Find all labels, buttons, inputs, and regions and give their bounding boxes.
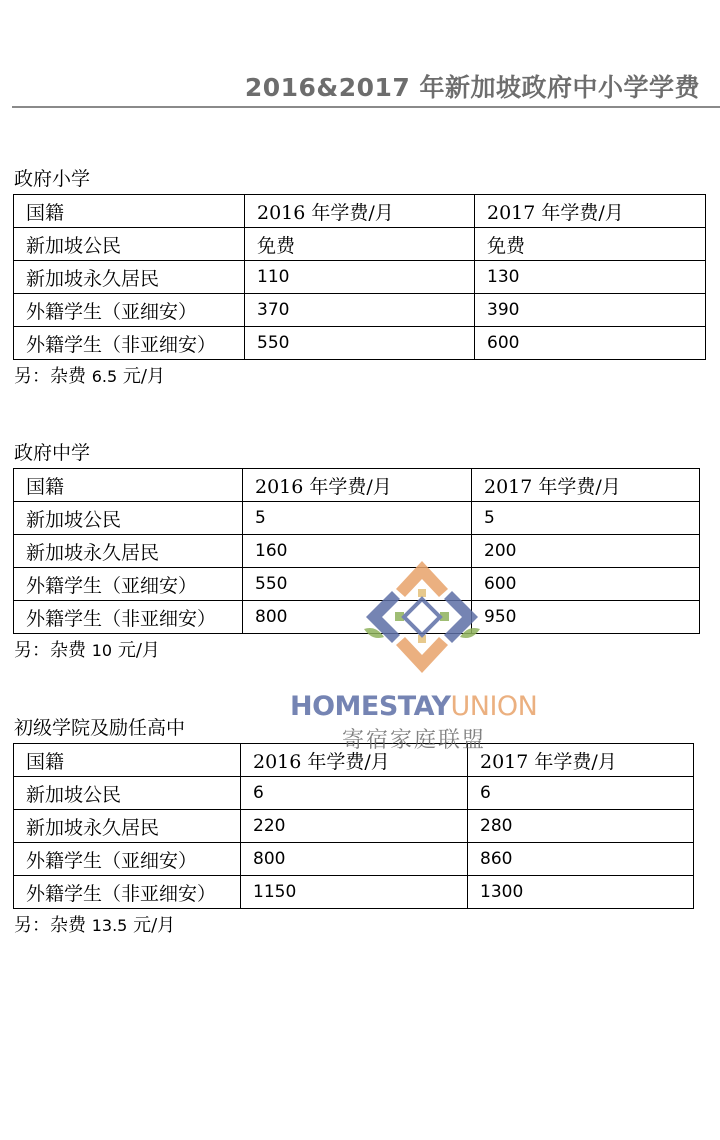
table-cell: 外籍学生（亚细安） [14, 568, 243, 601]
table-row [14, 876, 694, 909]
table-cell: 5 [243, 502, 472, 535]
table-cell: 新加坡永久居民 [14, 810, 241, 843]
table-cell: 免费 [475, 228, 706, 261]
table-header-row [14, 195, 706, 228]
section-heading: 政府小学 [14, 168, 91, 190]
table-cell: 6 [468, 777, 694, 810]
table-row [14, 777, 694, 810]
table-cell: 新加坡公民 [14, 228, 245, 261]
brand-name-part2: UNION [450, 691, 538, 722]
table-cell: 新加坡公民 [14, 777, 241, 810]
table-cell: 220 [241, 810, 468, 843]
header-cell: 国籍 [14, 195, 245, 228]
table-row [14, 810, 694, 843]
table-cell: 5 [472, 502, 700, 535]
table-header-row [14, 469, 700, 502]
table-cell: 200 [472, 535, 700, 568]
table-cell: 130 [475, 261, 706, 294]
table-cell: 800 [241, 843, 468, 876]
note-amount: 10 [91, 641, 113, 660]
fee-table [13, 743, 694, 909]
table-cell: 新加坡永久居民 [14, 535, 243, 568]
note-prefix: 另：杂费 [14, 366, 86, 387]
table-cell: 600 [475, 327, 706, 360]
table-row [14, 228, 706, 261]
note-prefix: 另：杂费 [14, 915, 86, 936]
homestay-union-watermark [290, 555, 560, 755]
table-cell: 550 [243, 568, 472, 601]
table-cell: 160 [243, 535, 472, 568]
watermark-brand-name [290, 691, 537, 722]
table-cell: 外籍学生（亚细安） [14, 843, 241, 876]
table-cell: 950 [472, 601, 700, 634]
section-heading: 初级学院及励任高中 [14, 717, 186, 739]
header-cell: 2017 年学费/月 [468, 744, 694, 777]
header-cell: 2016 年学费/月 [241, 744, 468, 777]
note-amount: 13.5 [91, 916, 128, 935]
table-cell: 550 [245, 327, 475, 360]
table-cell: 110 [245, 261, 475, 294]
title-divider [12, 106, 720, 108]
table-cell: 1300 [468, 876, 694, 909]
header-cell: 2017 年学费/月 [472, 469, 700, 502]
table-row [14, 843, 694, 876]
table-cell: 外籍学生（非亚细安） [14, 876, 241, 909]
misc-fee-note [13, 914, 694, 938]
note-suffix: 元/月 [122, 366, 165, 387]
table-cell: 600 [472, 568, 700, 601]
watermark-chinese-name: 寄宿家庭联盟 [342, 728, 487, 753]
table-cell: 6 [241, 777, 468, 810]
logo-center-diamond [404, 599, 440, 635]
logo-window [418, 589, 426, 597]
page-title: 2016&2017 年新加坡政府中小学学费 [244, 73, 700, 102]
section-heading: 政府中学 [14, 442, 91, 464]
header-cell: 2016 年学费/月 [245, 195, 475, 228]
table-cell: 1150 [241, 876, 468, 909]
header-cell: 2016 年学费/月 [243, 469, 472, 502]
note-suffix: 元/月 [133, 915, 176, 936]
note-suffix: 元/月 [117, 640, 160, 661]
table-row [14, 502, 700, 535]
table-cell: 860 [468, 843, 694, 876]
table-row [14, 294, 706, 327]
note-prefix: 另：杂费 [14, 640, 86, 661]
header-cell: 2017 年学费/月 [475, 195, 706, 228]
table-cell: 280 [468, 810, 694, 843]
header-cell: 国籍 [14, 469, 243, 502]
house-logo-icon [362, 555, 482, 680]
table-row [14, 261, 706, 294]
table-cell: 外籍学生（非亚细安） [14, 601, 243, 634]
misc-fee-note [13, 365, 706, 389]
table-cell: 外籍学生（非亚细安） [14, 327, 245, 360]
table-cell: 外籍学生（亚细安） [14, 294, 245, 327]
section-primary-school [13, 167, 706, 389]
table-cell: 新加坡公民 [14, 502, 243, 535]
table-cell: 新加坡永久居民 [14, 261, 245, 294]
brand-name-part1: HOMESTAY [290, 691, 451, 722]
table-cell: 免费 [245, 228, 475, 261]
note-amount: 6.5 [91, 367, 118, 386]
fee-table [13, 194, 706, 360]
table-cell: 800 [243, 601, 472, 634]
table-row [14, 327, 706, 360]
header-cell: 国籍 [14, 744, 241, 777]
table-cell: 390 [475, 294, 706, 327]
table-cell: 370 [245, 294, 475, 327]
